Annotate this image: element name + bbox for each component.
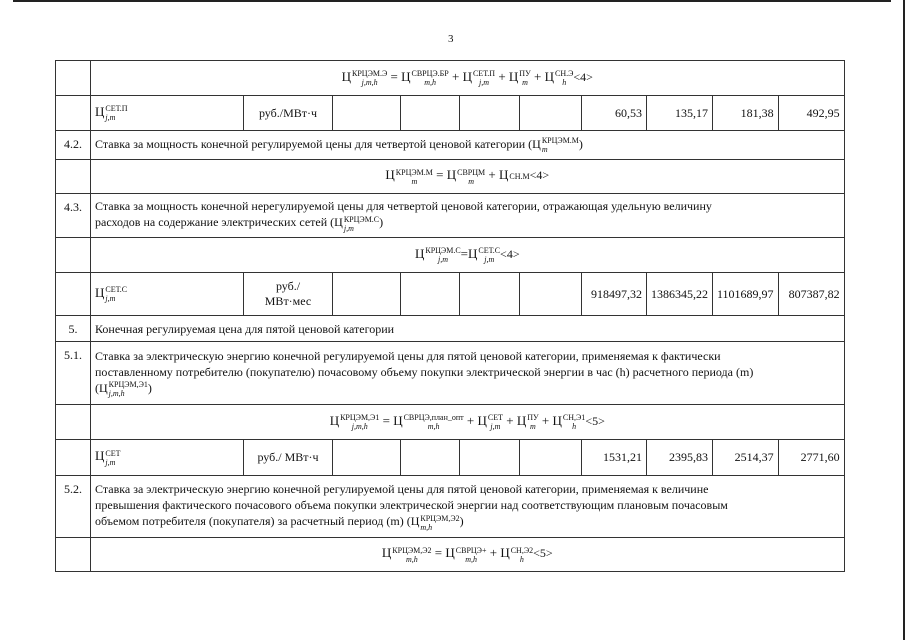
table-row	[56, 440, 845, 476]
table-row	[56, 131, 845, 160]
table-row	[56, 476, 845, 538]
value-cell: 2514,37	[713, 440, 779, 476]
section-number: 5.	[56, 316, 91, 342]
page-frame-top	[13, 0, 891, 2]
section-number: 5.1.	[56, 342, 91, 405]
table-row	[56, 273, 845, 316]
formula-cell: Ц КРЦЭМ,Э2 m,h = Ц СВРЦЭ+ m,h + Ц СН,Э2 h <5>	[91, 538, 845, 572]
table-row	[56, 316, 845, 342]
tariff-table	[55, 60, 845, 572]
table-row	[56, 405, 845, 440]
table-row	[56, 61, 845, 96]
section-number: 5.2.	[56, 476, 91, 538]
table-row	[56, 160, 845, 194]
formula-cell: Ц КРЦЭМ.Э j,m,h = Ц СВРЦЭ.БР m,h + Ц СЕТ.П j,m + Ц ПУ m + Ц СН.Э h <4>	[91, 61, 845, 96]
value-cell: 1101689,97	[713, 273, 779, 316]
unit-cell: руб./МВт·ч	[244, 96, 333, 131]
value-cell: 807387,82	[778, 273, 844, 316]
section-description: Ставка за электрическую энергию конечной регулируемой цены для пятой ценовой категории, применяемая к величине превышения фактического почасового объема покупки электрической энергии над соответствующим плановым почасовым объемом потребителя (покупателя) за расчетный период (m) (Ц КРЦЭМ,Э2 m,h )	[91, 476, 845, 538]
section-description: Ставка за электрическую энергию конечной регулируемой цены для пятой ценовой категории, применяемая к фактически поставленному потребителю (покупателю) почасовому объему покупки электрической энергии в час (h) расчетного периода (m) (Ц КРЦЭМ,Э1 j,m,h )	[91, 342, 845, 405]
value-cell: 2771,60	[778, 440, 844, 476]
unit-cell: руб./ МВт·мес	[244, 273, 333, 316]
section-number: 4.2.	[56, 131, 91, 160]
value-cell: 918497,32	[582, 273, 647, 316]
value-cell: 2395,83	[647, 440, 713, 476]
page-number: 3	[448, 33, 454, 45]
value-cell: 181,38	[713, 96, 779, 131]
unit-cell: руб./ МВт·ч	[244, 440, 333, 476]
section-description: Ставка за мощность конечной нерегулируемой цены для четвертой ценовой категории, отражающая удельную величину расходов на содержание электрических сетей (Ц КРЦЭМ.С j,m )	[91, 194, 845, 238]
row-number-cell	[56, 61, 91, 96]
section-description: Ставка за мощность конечной регулируемой цены для четвертой ценовой категории (Ц КРЦЭМ.М m )	[91, 131, 845, 160]
formula-cell: Ц КРЦЭМ,Э1 j,m,h = Ц СВРЦЭ,план_опт m,h + Ц СЕТ j,m + Ц ПУ m + Ц СН,Э1 h <5>	[91, 405, 845, 440]
value-cell: 1386345,22	[647, 273, 713, 316]
symbol-cell: Ц СЕТ.С j,m	[91, 273, 244, 316]
value-cell: 492,95	[778, 96, 844, 131]
section-number: 4.3.	[56, 194, 91, 238]
table-row	[56, 538, 845, 572]
symbol-cell: Ц СЕТ.П j,m	[91, 96, 244, 131]
value-cell: 1531,21	[582, 440, 647, 476]
table-row	[56, 194, 845, 238]
table-row	[56, 342, 845, 405]
formula-cell: Ц КРЦЭМ.С j,m =Ц СЕТ.С j,m <4>	[91, 238, 845, 273]
formula-cell: Ц КРЦЭМ.М m = Ц СВРЦМ m + Ц СН.М <4>	[91, 160, 845, 194]
value-cell: 60,53	[582, 96, 647, 131]
value-cell: 135,17	[647, 96, 713, 131]
table-row	[56, 96, 845, 131]
table-row	[56, 238, 845, 273]
section-description: Конечная регулируемая цена для пятой ценовой категории	[91, 316, 845, 342]
symbol-cell: Ц СЕТ j,m	[91, 440, 244, 476]
